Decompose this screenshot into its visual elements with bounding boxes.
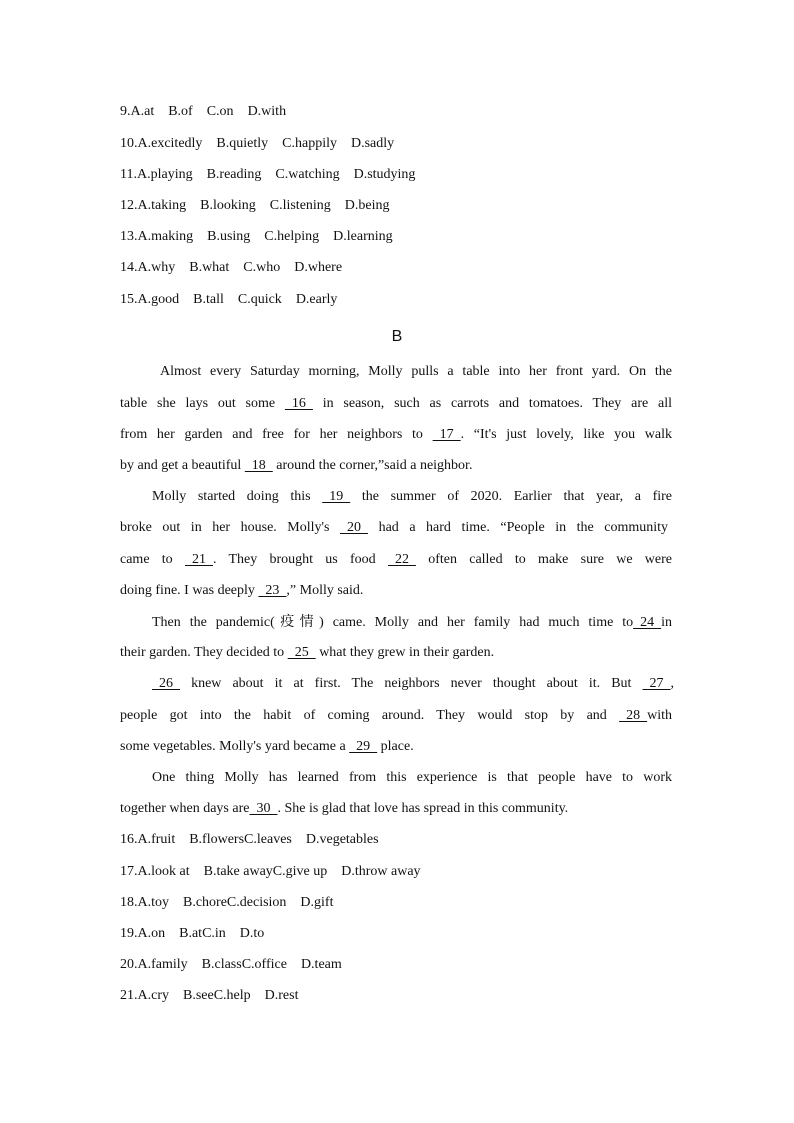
question-number: 14. [120, 260, 138, 275]
option-d: D.to [239, 926, 265, 941]
passage-line [120, 737, 676, 757]
passage-text: around the corner,”said a neighbor. [276, 458, 473, 473]
passage-line [152, 612, 672, 633]
passage-text: One thing Molly has learned from this experience is that people have to work [152, 770, 672, 785]
passage-text: Then the pandemic( [152, 615, 275, 630]
blank-20: 20 [340, 520, 369, 535]
passage-line [120, 706, 672, 726]
question-21 [120, 986, 676, 1006]
blank-30: 30 [249, 801, 278, 816]
option-d: D.being [344, 198, 390, 213]
option-c: C.quick [237, 292, 282, 307]
option-c: C.who [243, 260, 281, 275]
passage-text: , [670, 676, 675, 691]
option-d: D.vegetables [305, 832, 379, 847]
option-b-c: B.flowersC.leaves [189, 832, 292, 847]
question-number: 9. [120, 104, 131, 119]
passage-line [120, 425, 672, 445]
question-13 [120, 227, 676, 247]
option-d: D.early [295, 292, 338, 307]
passage-text: from her garden and free for her neighbors to [120, 427, 423, 442]
question-number: 10. [120, 136, 138, 151]
passage-text: people got into the habit of coming around. They would stop by and [120, 708, 607, 723]
option-b-c: B.classC.office [201, 957, 287, 972]
passage-line [120, 643, 676, 663]
blank-26: 26 [152, 676, 180, 691]
option-a: A.family [137, 957, 188, 972]
option-d: D.studying [353, 167, 416, 182]
blank-21: 21 [184, 552, 213, 567]
passage-line [120, 581, 676, 601]
question-number: 19. [120, 926, 138, 941]
blank-22: 22 [387, 552, 416, 567]
question-9 [120, 102, 676, 122]
passage-text: Almost every Saturday morning, Molly pulls a table into her front yard. On the [160, 364, 672, 379]
passage-text: some vegetables. Molly's yard became a [120, 739, 346, 754]
passage-line [120, 456, 676, 476]
question-14 [120, 258, 676, 278]
option-a: A.why [137, 260, 176, 275]
option-a: A.cry [137, 988, 169, 1003]
option-a: A.making [137, 229, 194, 244]
passage-text: ) came. Molly and her family had much time to [319, 615, 634, 630]
option-d: D.gift [300, 895, 334, 910]
blank-18: 18 [244, 458, 273, 473]
passage-text: Molly started doing this [152, 489, 311, 504]
option-a: A.on [137, 926, 166, 941]
option-c: C.on [206, 104, 234, 119]
passage-line [152, 487, 672, 507]
passage-text: . She is glad that love has spread in this community. [277, 801, 569, 816]
question-16 [120, 830, 676, 850]
question-number: 15. [120, 292, 138, 307]
passage-text: knew about it at first. The neighbors never thought about it. But [191, 676, 632, 691]
passage-text: . “It's just lovely, like you walk [460, 427, 672, 442]
option-b-c: B.seeC.help [183, 988, 251, 1003]
question-20 [120, 955, 676, 975]
option-b: B.what [189, 260, 230, 275]
question-number: 17. [120, 864, 138, 879]
passage-text: what they grew in their garden. [319, 645, 495, 660]
question-12 [120, 196, 676, 216]
passage-text: with [647, 708, 673, 723]
option-b-c: B.choreC.decision [183, 895, 287, 910]
passage-text: had a hard time. “People in the community [378, 520, 669, 535]
question-number: 12. [120, 198, 138, 213]
passage-text-chinese: 疫情 [274, 614, 320, 630]
option-a: A.excitedly [137, 136, 203, 151]
option-c: C.listening [269, 198, 331, 213]
blank-24: 24 [633, 615, 662, 630]
option-b-c: B.atC.in [179, 926, 226, 941]
question-17 [120, 862, 676, 882]
passage-line [120, 518, 668, 538]
question-11 [120, 165, 676, 185]
passage-text: place. [380, 739, 414, 754]
option-b: B.quietly [216, 136, 269, 151]
blank-27: 27 [642, 676, 671, 691]
option-d: D.with [247, 104, 287, 119]
passage-text: came to [120, 552, 173, 567]
blank-29: 29 [349, 739, 378, 754]
passage-text: in [661, 615, 673, 630]
question-number: 18. [120, 895, 138, 910]
question-19 [120, 924, 676, 944]
option-b: B.reading [206, 167, 262, 182]
passage-text: . They brought us food [212, 552, 376, 567]
passage-text: their garden. They decided to [120, 645, 285, 660]
option-c: C.happily [282, 136, 337, 151]
option-d: D.throw away [341, 864, 421, 879]
blank-17: 17 [432, 427, 461, 442]
option-a: A.fruit [137, 832, 176, 847]
section-title: B [391, 328, 403, 345]
option-d: D.where [294, 260, 343, 275]
passage-text: broke out in her house. Molly's [120, 520, 330, 535]
option-c: C.helping [264, 229, 320, 244]
option-a: A.toy [137, 895, 169, 910]
option-b: B.looking [200, 198, 256, 213]
passage-text: ,” Molly said. [286, 583, 364, 598]
passage-text: table she lays out some [120, 396, 276, 411]
passage-text: often called to make sure we were [428, 552, 673, 567]
passage-text: the summer of 2020. Earlier that year, a fire [361, 489, 673, 504]
option-a: A.look at [137, 864, 190, 879]
option-a: A.taking [137, 198, 187, 213]
option-b: B.using [207, 229, 251, 244]
passage-line [160, 362, 672, 382]
question-number: 21. [120, 988, 138, 1003]
question-15 [120, 290, 676, 310]
question-18 [120, 893, 676, 913]
passage-line [120, 550, 672, 570]
option-b-c: B.take awayC.give up [203, 864, 328, 879]
option-d: D.team [300, 957, 342, 972]
question-number: 16. [120, 832, 138, 847]
passage-text: by and get a beautiful [120, 458, 242, 473]
question-10 [120, 134, 676, 154]
blank-23: 23 [258, 583, 287, 598]
passage-text: together when days are [120, 801, 250, 816]
passage-line [120, 394, 672, 414]
question-number: 20. [120, 957, 138, 972]
blank-28: 28 [619, 708, 648, 723]
option-c: C.watching [275, 167, 340, 182]
option-d: D.learning [333, 229, 393, 244]
option-d: D.rest [264, 988, 299, 1003]
passage-line [152, 768, 672, 788]
question-number: 11. [120, 167, 137, 182]
option-a: A.playing [136, 167, 193, 182]
passage-text: doing fine. I was deeply [120, 583, 255, 598]
passage-line [120, 799, 676, 819]
blank-25: 25 [287, 645, 316, 660]
option-a: A.at [130, 104, 155, 119]
option-b: B.of [168, 104, 193, 119]
passage-text: in season, such as carrots and tomatoes. They are all [322, 396, 673, 411]
passage-line [152, 674, 674, 694]
blank-16: 16 [284, 396, 313, 411]
option-b: B.tall [193, 292, 224, 307]
option-d: D.sadly [351, 136, 395, 151]
option-a: A.good [137, 292, 180, 307]
blank-19: 19 [322, 489, 351, 504]
question-number: 13. [120, 229, 138, 244]
